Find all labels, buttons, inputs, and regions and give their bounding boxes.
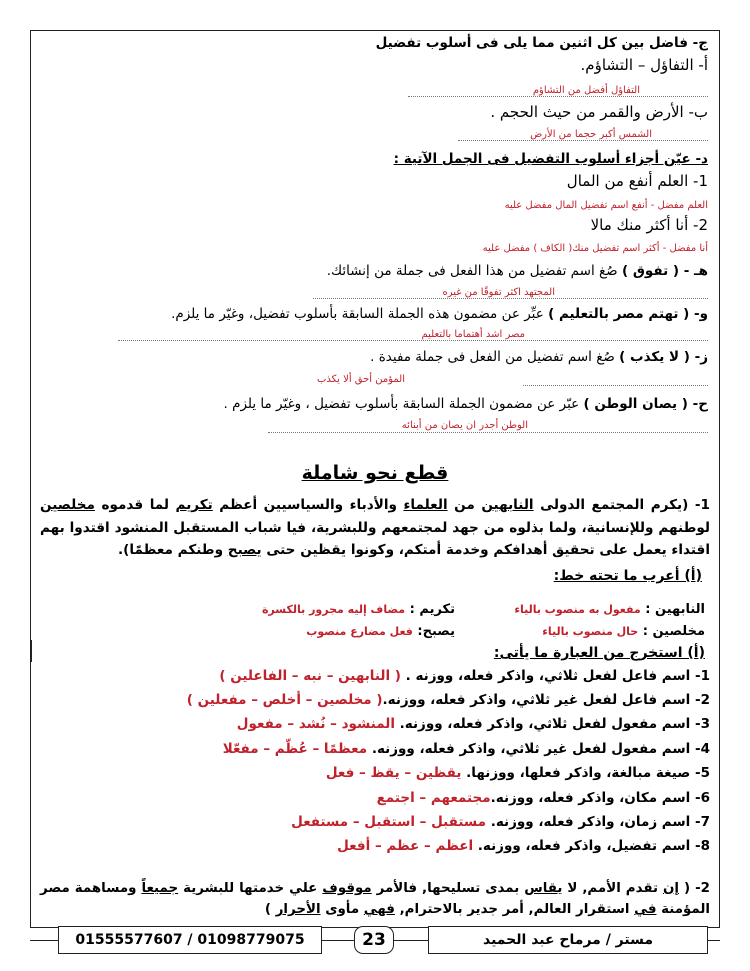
parse-word: مخلصين : [642,624,705,639]
extract-item [237,715,710,733]
extract-question: 5- صيغة مبالغة، واذكر فعلها، ووزنها. [466,765,710,781]
section-d-answer-1: العلم مفضل - أنفع اسم تفضيل المال مفضل عليه [504,200,708,211]
extract-question: 2- اسم فاعل لفعل غير ثلاثي، واذكر فعله، ووزنه. [382,692,710,708]
passage-1-text: والأدباء والسياسيين أعظم [212,497,404,513]
passage-2-text: ) [264,902,276,917]
section-w-keyword: و- ( تهتم مصر بالتعليم ) [548,306,708,322]
answer-line [118,340,708,341]
extract-answer: ( النابهين – نبه – الفاعلين ) [219,668,406,684]
extract-question: 3- اسم مفعول لفعل ثلاثي، واذكر فعله، ووزنه. [399,716,710,732]
underlined-word: في [634,902,657,917]
passage-2-text: علي خدمتها للبشرية [178,881,323,896]
section-d-heading: د- عيّن أجزاء أسلوب التفضيل فى الجمل الآتية : [393,151,708,167]
parse-heading: (أ) أعرب ما تحته خط: [553,568,702,584]
passage-2 [40,878,710,920]
underlined-word: فهي [363,902,395,917]
extract-answer: اعظم – عظم – أفعل [337,838,478,854]
section-h-answer: المجتهد اكثر تفوقًا من غيره [442,287,555,298]
underlined-word: يصبح [227,542,262,558]
section-z-answer: المؤمن أحق ألا يكذب [316,374,405,385]
underlined-word: يقاس [524,881,563,896]
extract-answer: مجتمعهم – اجتمع [376,790,491,806]
extract-answer: يقظين – يقظ – فعل [325,765,467,781]
footer-teacher: مستر / مرماح عبد الحميد [428,926,708,954]
parse-answer: فعل مضارع منصوب [306,625,413,638]
section-c-item-1: أ- التفاؤل – التشاؤم. [580,56,708,74]
passage-2-text: ومساهمة مصر المؤمنة [40,881,710,917]
section-h-text: صُغ اسم تفضيل من هذا الفعل فى جملة من إنشائك. [326,263,622,279]
section-d-item-1: 1- العلم أنفع من المال [566,172,708,190]
underlined-word: موقوف [322,881,372,896]
extract-question: 6- اسم مكان، واذكر فعله، ووزنه. [490,790,710,806]
section-z-question [370,348,708,366]
passage-1-number: 1- [694,497,710,513]
underlined-word: الأحرار [275,902,321,917]
section-z-keyword: ز- ( لا يكذب ) [619,349,708,365]
extract-question: 1- اسم فاعل لفعل ثلاثي، واذكر فعله، ووزنه . [405,668,710,684]
section-w-text: عبِّر عن مضمون هذه الجملة السابقة بأسلوب تفضيل، وغيّر ما يلزم. [171,306,549,322]
parse-answer: مضاف إليه مجرور بالكسرة [261,603,406,616]
section-w-answer: مصر اشد أهتماما بالتعليم [421,329,525,340]
underlined-word: مخلصين [40,497,95,513]
parse-row-4 [306,624,455,639]
parse-row-3 [542,624,705,639]
parse-answer: مفعول به منصوب بالياء [514,603,641,616]
passage-1 [40,494,710,562]
extract-item [377,789,710,807]
extract-answer: ( مخلصين – أخلص – مفعلين ) [186,692,383,708]
passage-2-text: بمدى تسليحها, فالأمر [371,881,525,896]
extract-item [223,740,710,758]
passage-1-text: (يكرم المجتمع الدولى [533,497,689,513]
extract-question: 8- اسم تفضيل، واذكر فعله، ووزنه. [477,838,710,854]
extract-answer: المنشود – نُشد – مفعول [236,716,400,732]
section-z-text: صُغ اسم تفضيل من الفعل فى جملة مفيدة . [370,349,620,365]
footer-phones: 01555577607 / 01098779075 [58,926,322,954]
underlined-word: جميعاً [141,881,179,896]
parse-word: النابهين : [645,602,705,617]
section-c-heading: ج- فاضل بين كل اثنين مما يلى فى أسلوب تفضيل [375,35,708,51]
section-d-answer-2: أنا مفضل - أكثر اسم تفضيل منك( الكاف ) مفضل عليه [482,243,708,254]
extract-item [337,837,710,855]
section-ha-keyword: ح- ( يصان الوطن ) [583,396,708,412]
section-c-answer-2: الشمس أكبر حجما من الأرض [530,129,652,140]
parse-row-2 [262,602,455,617]
passage-2-text: استقرار العالم, أمر جدير بالاحترام, [394,902,635,917]
extract-item [187,691,710,709]
section-c-answer-1: التفاؤل أفضل من التشاؤم [532,85,640,96]
passage-2-text: 2- ( [679,881,710,896]
extract-item [219,667,710,685]
parse-row-1 [514,602,705,617]
passage-1-text: وطنكم معظمًا). [118,542,228,558]
passage-2-text: مأوى [320,902,364,917]
section-h-keyword: هـ - ( تفوق ) [621,263,708,279]
section-ha-text: عبّر عن مضمون الجملة السابقة بأسلوب تفضيل ، وغيّر ما يلزم . [223,396,584,412]
underlined-word: العلماء [403,497,448,513]
parse-word: يصبح: [417,624,455,639]
section-d-item-2: 2- أنا أكثر منك مالا [590,216,708,234]
extract-answer: معظمًا – عُظّم – مفعّلا [222,741,372,757]
section-ha-answer: الوطن أجدر ان يصان من أبنائه [401,420,528,431]
extract-answer: مستقبل – استقبل – مستفعل [291,814,491,830]
section-h-question [327,262,708,280]
bracket-line [31,640,32,662]
extract-item [291,813,710,831]
passage-1-text: من [447,497,482,513]
parse-word: تكريم : [409,602,455,617]
answer-line [523,385,708,386]
page-title: قطع نحو شاملة [301,462,449,484]
extract-question: 4- اسم مفعول لفعل غير ثلاثي، واذكر فعله، ووزنه. [371,741,710,757]
extract-heading: (أ) استخرج من العبارة ما يأتى: [493,645,705,661]
passage-2-text: تقدم الأمم, لا [562,881,663,896]
section-c-item-2: ب- الأرض والقمر من حيث الحجم . [490,103,708,121]
section-w-question [171,305,708,323]
passage-1-text: لما قدموه [94,497,176,513]
parse-answer: حال منصوب بالياء [542,625,639,638]
underlined-word: تكريم [175,497,213,513]
underlined-word: النابهين [481,497,534,513]
extract-question: 7- اسم زمان، واذكر فعله، ووزنه. [490,814,710,830]
passage-1-text: لوطنهم وللإنسانية، ولما بذلوه من جهد لمجتمعهم وللبشرية، فيا شباب المستقبل المنشود اقتدوا بهم اقتداء يعمل على تحقيق أهدافكم وخدمة أمتكم، وكونوا يقظين حتى [40,519,710,558]
extract-item [326,764,710,782]
page-number: 23 [354,926,394,954]
section-ha-question [224,395,709,413]
underlined-word: إن [662,881,679,896]
